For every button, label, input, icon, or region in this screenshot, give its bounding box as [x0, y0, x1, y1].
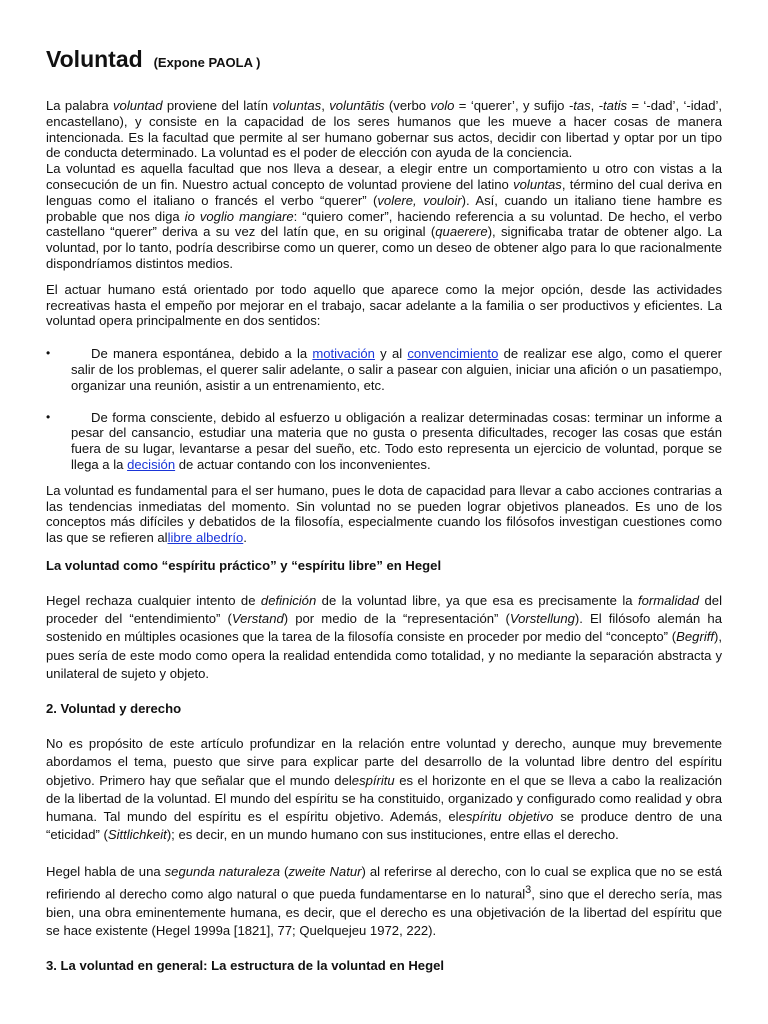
link-libre-albedrio[interactable]: libre albedrío: [167, 530, 244, 546]
list-item: • De forma consciente, debido al esfuerzo u obligación a realizar determinadas cosas: terminar un informe a pesar del cansancio, estudiar una materia que no gusta o presenta dificultades, recoger las cosas que están fuera de su lugar, levantarse a pesar del sueño, etc. Todo esto representa un ejercicio de voluntad, porque se llega a la decisión de actuar contando con los inconvenientes.: [46, 409, 722, 472]
list-item: • De manera espontánea, debido a la motivación y al convencimiento de realizar ese algo, como el querer salir de los problemas, el querer salir adelante, o salir a pasear con alguien, iniciar una afición o un pasatiempo, organizar una reunión, asistir a un entrenamiento, etc.: [46, 346, 722, 393]
paragraph-hegel: Hegel rechaza cualquier intento de definición de la voluntad libre, ya que esa es precisamente la formalidad del proceder del “entendimiento” (Verstand) por medio de la “representación” (Vorstellung). El filósofo alemán ha sostenido en múltiples ocasiones que la tarea de la filosofía consiste en proceder por medio del “concepto” (Begriff), pues sería de este modo como opera la realidad entendida como totalidad, y no mediante la separación abstracta y unilateral de sujeto y objeto.: [46, 592, 722, 681]
paragraph-fundamental: La voluntad es fundamental para el ser humano, pues le dota de capacidad para llevar a cabo acciones contrarias a las tendencias inmediatas del momento. Sin voluntad no se pueden lograr objetivos planeados. Es uno de los conceptos más difíciles y debatidos de la filosofía, especialmente cuando los filósofos investigan cuestiones como las que se refieren allibre albedrío.: [46, 482, 722, 546]
link-motivacion[interactable]: motivación: [312, 346, 375, 362]
section-heading-estructura: 3. La voluntad en general: La estructura de la voluntad en Hegel: [46, 958, 444, 974]
page-title: [46, 40, 722, 72]
bullet-icon: •: [46, 346, 51, 361]
paragraph-derecho: No es propósito de este artículo profundizar en la relación entre voluntad y derecho, aunque muy brevemente abordamos el tema, puesto que sirve para explicar parte del desarrollo de la voluntad libre dentro del espíritu objetivo. Primero hay que señalar que el mundo delespíritu es el horizonte en el que se lleva a cabo la realización de la libertad de la voluntad. El mundo del espíritu se ha constituido, organizado y configurado como realidad y obra humana. Tal mundo del espíritu es el espíritu objetivo. Además, elespíritu objetivo se produce dentro de una “eticidad” (Sittlichkeit); es decir, en un mundo humano con sus instituciones, entre ellas el derecho.: [46, 736, 723, 843]
paragraph-segunda-naturaleza: Hegel habla de una segunda naturaleza (zweite Natur) al referirse al derecho, con lo cual se explica que no se está refiriendo al derecho como algo natural o que pueda fundamentarse en lo natural$^3$, sino que el derecho sería, mas bien, una obra eminentemente humana, es decir, que el derecho es una objetivación de la libertad del espíritu que se hace existente (Hegel 1999a [1821], 77; Quelquejeu 1972, 222).: [46, 863, 722, 939]
section-heading-hegel: La voluntad como “espíritu práctico” y “espíritu libre” en Hegel: [46, 557, 442, 573]
footnote-ref: 3: [525, 884, 532, 897]
paragraph-human-action: El actuar humano está orientado por todo aquello que aparece como la mejor opción, desde las actividades recreativas hasta el empeño por mejorar en el trabajo, sacar adelante a la familia o ser productivos y eficientes. La voluntad opera principalmente en dos sentidos:: [46, 281, 722, 329]
title-subtitle: (Expone PAOLA ): [153, 55, 261, 70]
paragraph-definition: La voluntad es aquella facultad que nos lleva a desear, a elegir entre un comportamiento u otro con vistas a la consecución de un fin. Nuestro actual concepto de voluntad proviene del latino voluntas, término del cual deriva en lenguas como el italiano o francés el verbo “querer” (volere, vouloir). Así, cuando un italiano tiene hambre es probable que nos diga io voglio mangiare: “quiero comer”, haciendo referencia a su voluntad. De hecho, el verbo castellano “querer” deriva a su vez del latín que, en su original (quaerere), significaba tratar de obtener algo. La voluntad, por lo tanto, podría describirse como un querer, como un deseo de obtener algo para lo que racionalmente dispondríamos distintos medios.: [46, 161, 723, 271]
section-heading-derecho: 2. Voluntad y derecho: [46, 701, 182, 717]
bullet-list: [46, 346, 722, 473]
link-convencimiento[interactable]: convencimiento: [407, 346, 499, 362]
bullet-icon: •: [46, 409, 51, 424]
title-main: Voluntad: [46, 46, 143, 72]
link-decision[interactable]: decisión: [127, 456, 176, 472]
paragraph-etymology: La palabra voluntad proviene del latín voluntas, voluntātis (verbo volo = ‘querer’, y sufijo -tas, -tatis = ‘-dad’, ‘-idad’, encastellano), y consiste en la capacidad de los seres humanos que les mueve a hacer cosas de manera intencionada. Es la facultad que permite al ser humano gobernar sus actos, decidir con libertad y optar por un tipo de conducta determinado. La voluntad es el poder de elección con ayuda de la conciencia.: [46, 98, 723, 161]
